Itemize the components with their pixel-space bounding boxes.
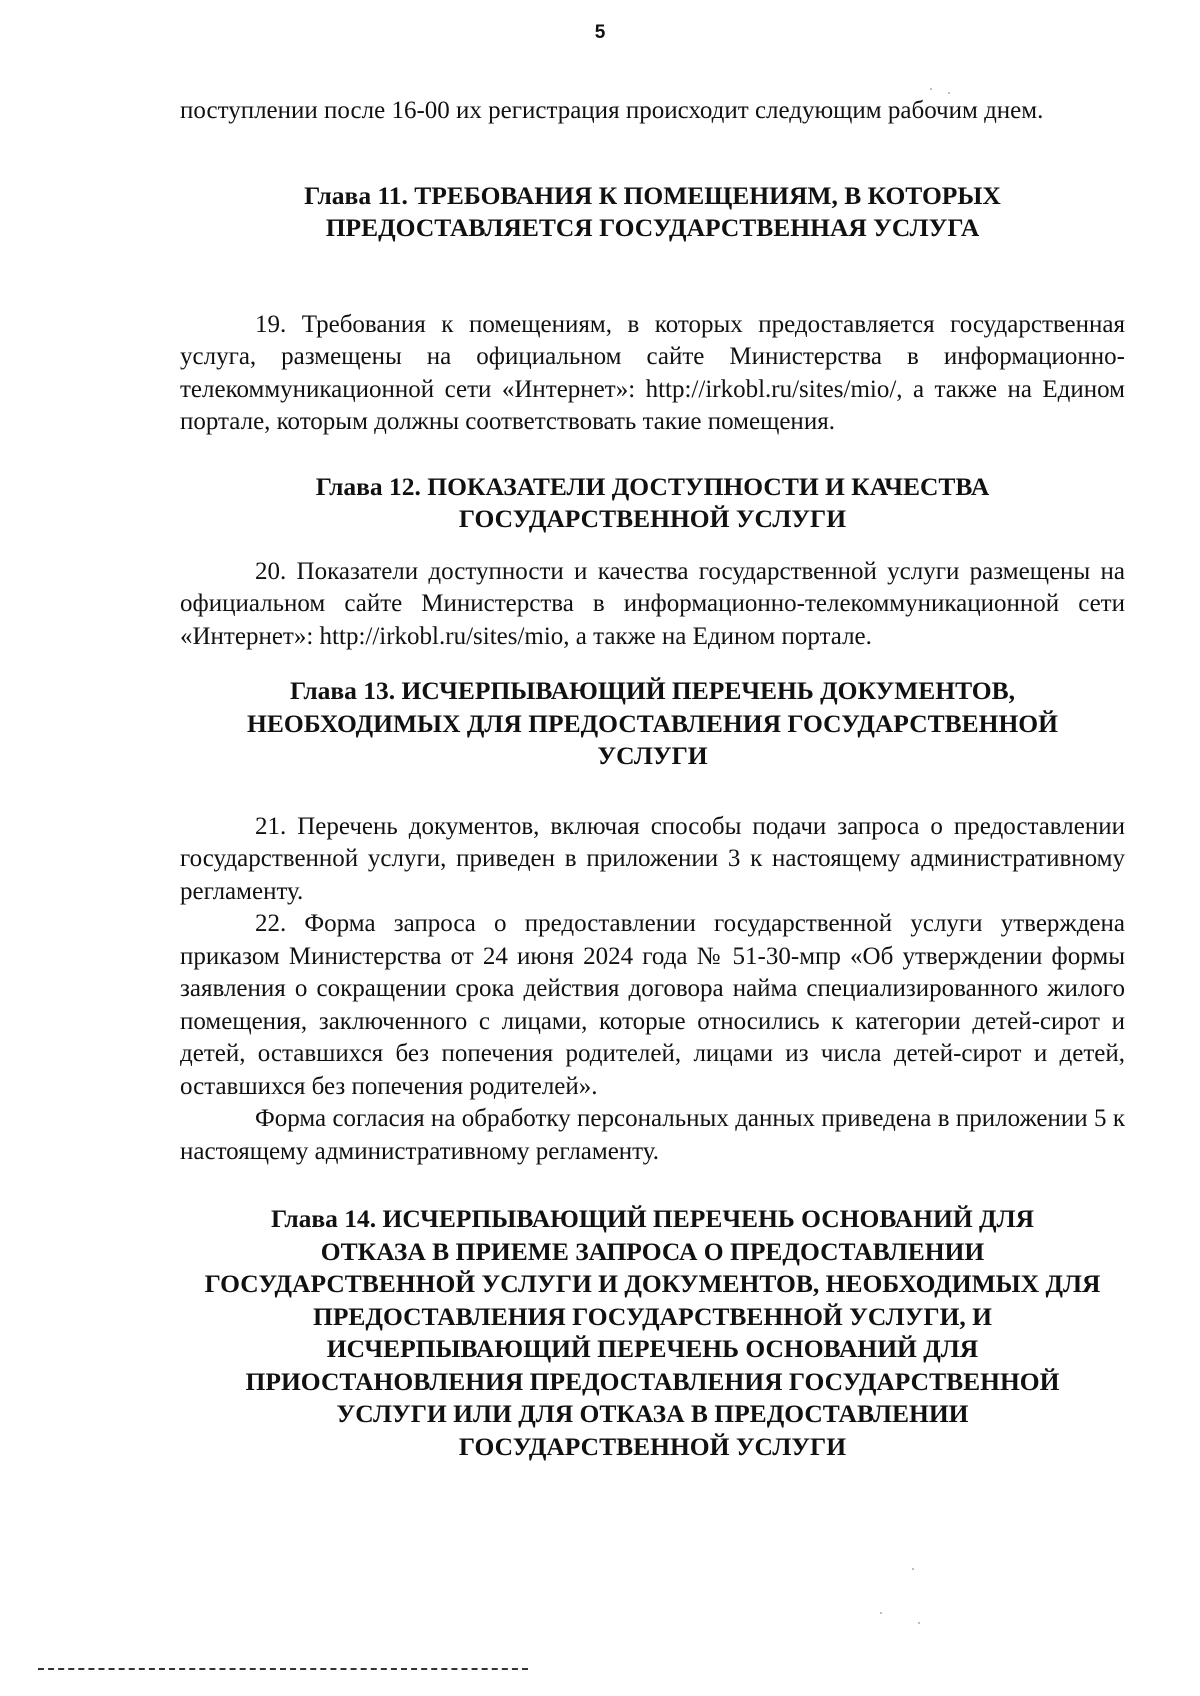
document-body (180, 95, 1125, 1463)
scan-speck (930, 88, 932, 90)
intro-paragraph: поступлении после 16-00 их регистрация происходит следующим рабочим днем. (180, 97, 1044, 124)
paragraph-20: 20. Показатели доступности и качества государственной услуги размещены на официальном сайте Министерства в информационно-телекоммуникационной сети «Интернет»: http://irkobl.ru/sites/mio, а также на Едином портале. (180, 557, 1125, 650)
scan-speck (912, 1568, 914, 1570)
chapter-14-heading: Глава 14. ИСЧЕРПЫВАЮЩИЙ ПЕРЕЧЕНЬ ОСНОВАНИЙ ДЛЯ ОТКАЗА В ПРИЕМЕ ЗАПРОСА О ПРЕДОСТАВЛЕНИИ ГОСУДАРСТВЕННОЙ УСЛУГИ И ДОКУМЕНТОВ, НЕОБХОДИМЫХ ДЛЯ ПРЕДОСТАВЛЕНИЯ ГОСУДАРСТВЕННОЙ УСЛУГИ, И ИСЧЕРПЫВАЮЩИЙ ПЕРЕЧЕНЬ ОСНОВАНИЙ ДЛЯ ПРИОСТАНОВЛЕНИЯ ПРЕДОСТАВЛЕНИЯ ГОСУДАРСТВЕННОЙ УСЛУГИ ИЛИ ДЛЯ ОТКАЗА В ПРЕДОСТАВЛЕНИИ ГОСУДАРСТВЕННОЙ УСЛУГИ (204, 1204, 1101, 1461)
chapter-12-heading: Глава 12. ПОКАЗАТЕЛИ ДОСТУПНОСТИ И КАЧЕСТВА ГОСУДАРСТВЕННОЙ УСЛУГИ (315, 471, 990, 533)
paragraph-22: 22. Форма запроса о предоставлении государственной услуги утверждена приказом Министерства от 24 июня 2024 года № 51-30-мпр «Об утверждении формы заявления о сокращении срока действия договора найма специализированного жилого помещения, заключенного с лицами, которые относились к категории детей-сирот и детей, оставшихся без попечения родителей, лицами из числа детей-сирот и детей, оставшихся без попечения родителей». (180, 910, 1125, 1100)
scan-speck (918, 1622, 920, 1624)
paragraph-consent-form: Форма согласия на обработку персональных данных приведена в приложении 5 к настоящему административному регламенту. (180, 1105, 1125, 1165)
chapter-11-heading: Глава 11. ТРЕБОВАНИЯ К ПОМЕЩЕНИЯМ, В КОТОРЫХ ПРЕДОСТАВЛЯЕТСЯ ГОСУДАРСТВЕННАЯ УСЛУГА (304, 180, 1001, 242)
page-number: 5 (594, 22, 606, 43)
chapter-13-heading: Глава 13. ИСЧЕРПЫВАЮЩИЙ ПЕРЕЧЕНЬ ДОКУМЕНТОВ, НЕОБХОДИМЫХ ДЛЯ ПРЕДОСТАВЛЕНИЯ ГОСУДАРСТВЕННОЙ УСЛУГИ (247, 676, 1058, 770)
footer-dashed-line (38, 1668, 528, 1670)
scan-speck (880, 1612, 882, 1614)
scan-speck (948, 92, 950, 94)
paragraph-19: 19. Требования к помещениям, в которых предоставляется государственная услуга, размещены на официальном сайте Министерства в информационно-телекоммуникационной сети «Интернет»: http://irkobl.ru/sites/mio/, а также на Едином портале, которым должны соответствовать такие помещения. (180, 310, 1125, 435)
paragraph-21: 21. Перечень документов, включая способы подачи запроса о предоставлении государственной услуги, приведен в приложении 3 к настоящему административному регламенту. (180, 812, 1125, 905)
